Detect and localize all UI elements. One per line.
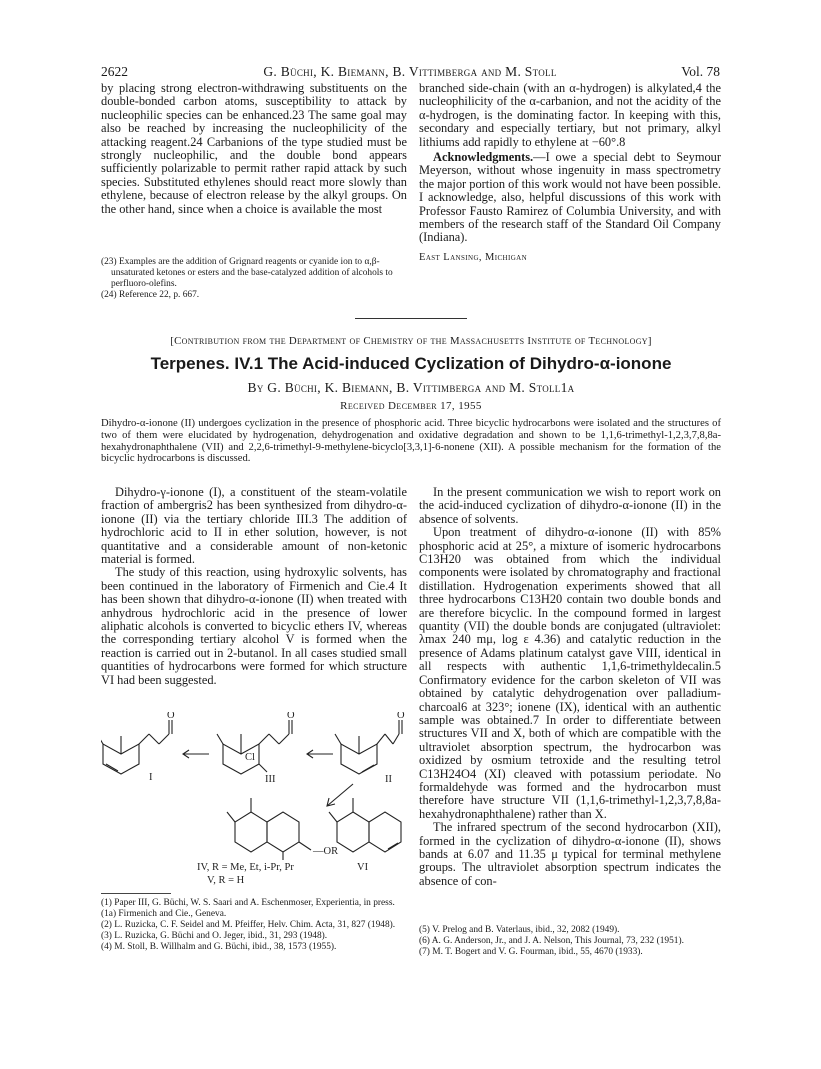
paragraph-present-communication: In the present communication we wish to report work on the acid-induced cyclization of dihydro-α-ionone (II) in the absence of solvents.	[419, 485, 721, 526]
reaction-scheme	[101, 712, 407, 890]
oxygen-label-I: O	[167, 712, 175, 721]
footnotes-right	[419, 925, 721, 958]
ack-text: —I owe a special debt to Seymour Meyerson, without whose ingenuity in mass spectrometry the major portion of this work would not have been possible. I acknowledge, also, helpful discussions of this work with Professor Fausto Ramirez of Columbia University, and with members of the research staff of the Standard Oil Company (Indiana).	[419, 150, 721, 245]
label-I: I	[149, 772, 153, 783]
prev-article-left-column	[101, 82, 407, 216]
footnote-1a: (1a) Firmenich and Cie., Geneva.	[101, 909, 227, 919]
chlorine-label: Cl	[245, 752, 255, 763]
paragraph-firmenich: The study of this reaction, using hydroxylic solvents, has been continued in the laboratory of Firmenich and Cie.4 It has been shown that dihydro-α-ionone (II) when treated with anhydrous hydrochloric acid in the presence of lower aliphatic alcohols is converted to bicyclic ethers IV, whereas the corresponding tertiary alcohol V is formed when the reaction is carried out in 2-butanol. In all cases studied small quantities of hydrocarbons were formed for which structure VI had been suggested.	[101, 565, 407, 687]
article-title: Terpenes. IV.1 The Acid-induced Cyclization of Dihydro-α-ionone	[150, 354, 672, 373]
structure-III	[217, 720, 292, 774]
structure-II	[335, 720, 402, 774]
running-header-authors: G. Büchi, K. Biemann, B. Vittimberga and M. Stoll	[263, 64, 557, 79]
contribution-line: [Contribution from the Department of Chemistry of the Massachusetts Institute of Technology]	[170, 335, 652, 347]
ack-heading: Acknowledgments.	[433, 150, 534, 165]
oxygen-label-III: O	[287, 712, 295, 721]
prev-paragraph-left: by placing strong electron-withdrawing substituents on the double-bonded carbon atoms, susceptibility to attack by nucleophilic species can be enhanced.23 The same goal may also be reached by increasing the nucleophilicity of the attacking reagent.24 Carbanions of the type studied must be strongly nucleophilic, and the double bond appears sufficiently polarizable to permit rather rapid attack by such species. Substituted ethylenes should react more slowly than ethylene, because of electron release by the alkyl groups. On the other hand, since when a choice is available the most	[101, 81, 407, 216]
left-column-body	[101, 486, 407, 687]
footnote-3: (3) L. Ruzicka, G. Büchi and O. Jeger, ibid., 31, 293 (1948).	[101, 931, 328, 941]
paragraph-infrared: The infrared spectrum of the second hydrocarbon (XII), formed in the cyclization of dihydro-α-ionone (II), shows bands at 6.07 and 11.35 μ typical for terminal methylene groups. The ultraviolet absorption spectrum indicates the absence of con-	[419, 820, 721, 888]
prev-paragraph-right: branched side-chain (with an α-hydrogen) is alkylated,4 the nucleophilicity of the α-carbanion, and not the acidity of the α-hydrogen, is the dominating factor. In keeping with this, secondary and especially tertiary, but not primary, alkyl lithiums add rapidly to ethylene at −60°.8	[419, 81, 721, 149]
section-divider	[355, 318, 467, 319]
oxygen-label-II: O	[397, 712, 405, 721]
footnote-rule-left	[101, 893, 171, 894]
structure-VI	[329, 798, 401, 852]
footnote-7: (7) M. T. Bogert and V. G. Fourman, ibid., 55, 4670 (1933).	[419, 947, 643, 957]
scheme-legend-IV: IV, R = Me, Et, i-Pr, Pr	[197, 862, 294, 873]
footnote-1: (1) Paper III, G. Büchi, W. S. Saari and A. Eschenmoser, Experientia, in press.	[101, 898, 395, 908]
page-number: 2622	[101, 64, 128, 79]
structure-I	[101, 720, 172, 774]
received-date: Received December 17, 1955	[340, 400, 482, 412]
footnote-23: (23) Examples are the addition of Grignard reagents or cyanide ion to α,β-unsaturated ketones or esters and the base-catalyzed addition of alcohols to perfluoro-olefins.	[101, 257, 393, 289]
footnote-24: (24) Reference 22, p. 667.	[101, 290, 200, 300]
scheme-legend-V: V, R = H	[207, 875, 245, 886]
footnotes-left	[101, 898, 407, 953]
footnote-5: (5) V. Prelog and B. Vaterlaus, ibid., 32, 2082 (1949).	[419, 925, 620, 935]
paragraph-intro: Dihydro-γ-ionone (I), a constituent of the steam-volatile fraction of ambergris2 has been synthesized from dihydro-α-ionone (II) via the tertiary chloride III.3 The addition of hydrochloric acid to II in ether solution, however, is not quantitative and a considerable amount of non-ketonic material is formed.	[101, 485, 407, 567]
or-substituent-label: —OR	[313, 846, 339, 857]
right-column-body	[419, 486, 721, 888]
label-II: II	[385, 774, 392, 785]
label-VI: VI	[357, 862, 369, 873]
prev-footnotes	[101, 257, 407, 301]
structure-IV-V	[227, 798, 311, 860]
byline: By G. Büchi, K. Biemann, B. Vittimberga and M. Stoll1a	[247, 380, 575, 395]
abstract: Dihydro-α-ionone (II) undergoes cyclization in the presence of phosphoric acid. Three bicyclic hydrocarbons were isolated and the structures of two of them were elucidated by hydrogenation, dehydrogenation and oxidative degradation and shown to be 1,1,6-trimethyl-1,2,3,7,8,8a-hexahydronaphthalene (VII) and 2,2,6-trimethyl-9-methylene-bicyclo[3,3,1]-6-nonene (XII). A possible mechanism for the formation of the bicyclic hydrocarbons is discussed.	[101, 418, 721, 465]
footnote-6: (6) A. G. Anderson, Jr., and J. A. Nelson, This Journal, 73, 232 (1951).	[419, 936, 684, 946]
location: East Lansing, Michigan	[419, 251, 528, 263]
volume-label: Vol. 78	[681, 64, 720, 79]
footnote-2: (2) L. Ruzicka, C. F. Seidel and M. Pfeiffer, Helv. Chim. Acta, 31, 827 (1948).	[101, 920, 396, 930]
prev-article-right-column	[419, 82, 721, 264]
acknowledgments	[419, 151, 721, 245]
label-III: III	[265, 774, 276, 785]
paragraph-phosphoric-acid: Upon treatment of dihydro-α-ionone (II) with 85% phosphoric acid at 25°, a mixture of isomeric hydrocarbons C13H20 was obtained from which the individual components were isolated by chromatography and fractional distillation. Hydrogenation experiments showed that all three hydrocarbons C13H20 contain two double bonds and are therefore bicyclic. In the compound formed in largest quantity (VII) the double bonds are conjugated (ultraviolet: λmax 240 mμ, log ε 4.36) and catalytic reduction in the presence of Adams platinum catalyst gave VIII, identical in all respects with authentic 1,1,6-trimethyldecalin.5 Confirmatory evidence for the carbon skeleton of VII was obtained by catalytic dehydrogenation over palladium-charcoal6 at 323°; ionene (IX), identical with an authentic sample was obtained.7 In order to differentiate between structures VII and X, both of which are compatible with the ultraviolet absorption spectrum, the hydrocarbon was oxidized by osmium tetroxide and the resulting tetrol C13H24O4 (XI) cleaved with potassium periodate. No formaldehyde was formed and the hydrocarbon must therefore have structure VII (1,1,6-trimethyl-1,2,3,7,8,8a-hexahydronaphthalene) rather than X.	[419, 525, 721, 821]
footnote-4: (4) M. Stoll, B. Willhalm and G. Büchi, ibid., 38, 1573 (1955).	[101, 942, 337, 952]
